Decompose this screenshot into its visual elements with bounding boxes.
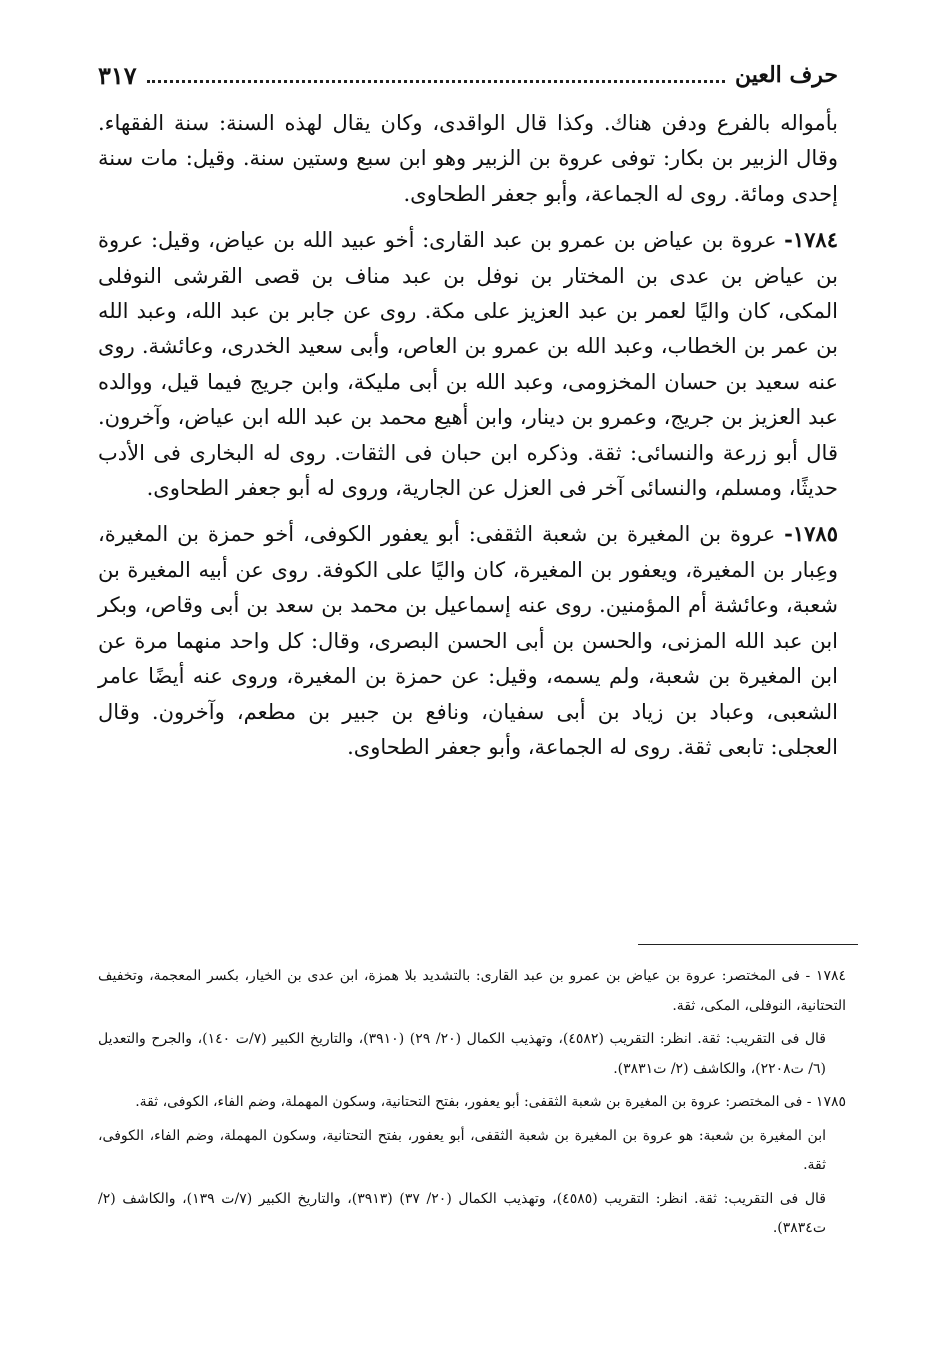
entry-1785 <box>98 516 838 765</box>
footnote-number: ١٧٨٥ - <box>806 1094 846 1110</box>
continuation-paragraph: بأمواله بالفرع ودفن هناك. وكذا قال الواقدى، وكان يقال لهذه السنة: سنة الفقهاء. وقال الزبير بن بكار: توفى عروة بن الزبير وهو ابن سبع وستين سنة. وقيل: مات سنة إحدى ومائة. روى له الجماعة، وأبو جعفر الطحاوى. <box>98 111 838 206</box>
entry-number: ١٧٨٥- <box>784 521 838 547</box>
footnotes <box>98 962 846 1248</box>
entry-text: عروة بن المغيرة بن شعبة الثقفى: أبو يعفور الكوفى، أخو حمزة بن المغيرة، وعِبار بن المغيرة، ويعفور بن المغيرة، كان واليًا على الكوفة. روى عن أبيه المغيرة بن شعبة، وعائشة أم المؤمنين. روى عنه إسماعيل بن محمد بن سعد بن أبى وقاص، وبكر ابن عبد الله المزنى، والحسن بن أبى الحسن البصرى، وقال: كل واحد منهما مرة عن ابن المغيرة بن شعبة، ولم يسمه، وقيل: عن حمزة بن المغيرة، وروى عنه أيضًا عامر الشعبى، وعباد بن زياد بن أبى سفيان، ونافع بن جبير بن مطعم، وآخرون. وقال العجلى: تابعى ثقة. روى له الجماعة، وأبو جعفر الطحاوى. <box>98 522 838 759</box>
footnote-1785-c: قال فى التقريب: ثقة. انظر: التقريب (٤٥٨٥)، وتهذيب الكمال (٢٠/ ٣٧) (٣٩١٣)، والتاريخ الكبير (٧/ت ١٣٩)، والكاشف (٢/ ت٣٨٣٤). <box>98 1190 826 1236</box>
page-number: ٣١٧ <box>98 60 137 90</box>
footnote-text: فى المختصر: عروة بن المغيرة بن شعبة الثقفى: أبو يعفور، بفتح التحتانية، وسكون المهملة، وضم الفاء، الكوفى، ثقة. <box>135 1094 807 1110</box>
footnote-1785-b: ابن المغيرة بن شعبة: هو عروة بن المغيرة بن شعبة الثقفى، أبو يعفور، بفتح التحتانية، وسكون المهملة، وضم الفاء، الكوفى، ثقة. <box>98 1127 826 1173</box>
footnote-1784-b: قال فى التقريب: ثقة. انظر: التقريب (٤٥٨٢)، وتهذيب الكمال (٢٠/ ٢٩) (٣٩١٠)، والتاريخ الكبير (٧/ت ١٤٠)، والجرح والتعديل (٦/ ت٢٢٠٨)، والكاشف (٢/ ت٣٨٣١). <box>98 1031 826 1077</box>
main-text <box>98 106 838 765</box>
footnote-1785-a <box>98 1088 846 1118</box>
footnote-text: فى المختصر: عروة بن عياض بن عمرو بن عبد القارى: بالتشديد بلا همزة، ابن عدى بن الخيار، بكسر المعجمة، وتخفيف التحتانية، النوفلى، المكى، ثقة. <box>98 968 846 1014</box>
running-header <box>98 58 838 92</box>
entry-1784 <box>98 222 838 506</box>
entry-text: عروة بن عياض بن عمرو بن عبد القارى: أخو عبيد الله بن عياض، وقيل: عروة بن عياض بن عدى بن المختار بن نوفل بن عبد مناف بن قصى القرشى النوفلى المكى، كان واليًا لعمر بن عبد العزيز على مكة. روى عن جابر بن عبد الله، وعبد الله بن عمر بن الخطاب، وعبد الله بن عمرو بن العاص، وأبى سعيد الخدرى، وعائشة. روى عنه سعيد بن حسان المخزومى، وعبد الله بن أبى مليكة، وابن جريج فيما قيل، ووالده عبد العزيز بن جريج، وعمرو بن دينار، وابن أهيع محمد بن عبد الله ابن عياض، وآخرون. قال أبو زرعة والنسائى: ثقة. وذكره ابن حبان فى الثقات. روى له البخارى فى الأدب حديثًا، ومسلم، والنسائى آخر فى العزل عن الجارية، وروى له أبو جعفر الطحاوى. <box>98 228 838 501</box>
footnote-separator <box>638 944 858 945</box>
dot-leader <box>147 80 725 83</box>
entry-number: ١٧٨٤- <box>784 227 838 253</box>
chapter-title: حرف العين <box>734 62 838 88</box>
footnote-number: ١٧٨٤ - <box>805 968 846 984</box>
footnote-1784-a <box>98 962 846 1021</box>
